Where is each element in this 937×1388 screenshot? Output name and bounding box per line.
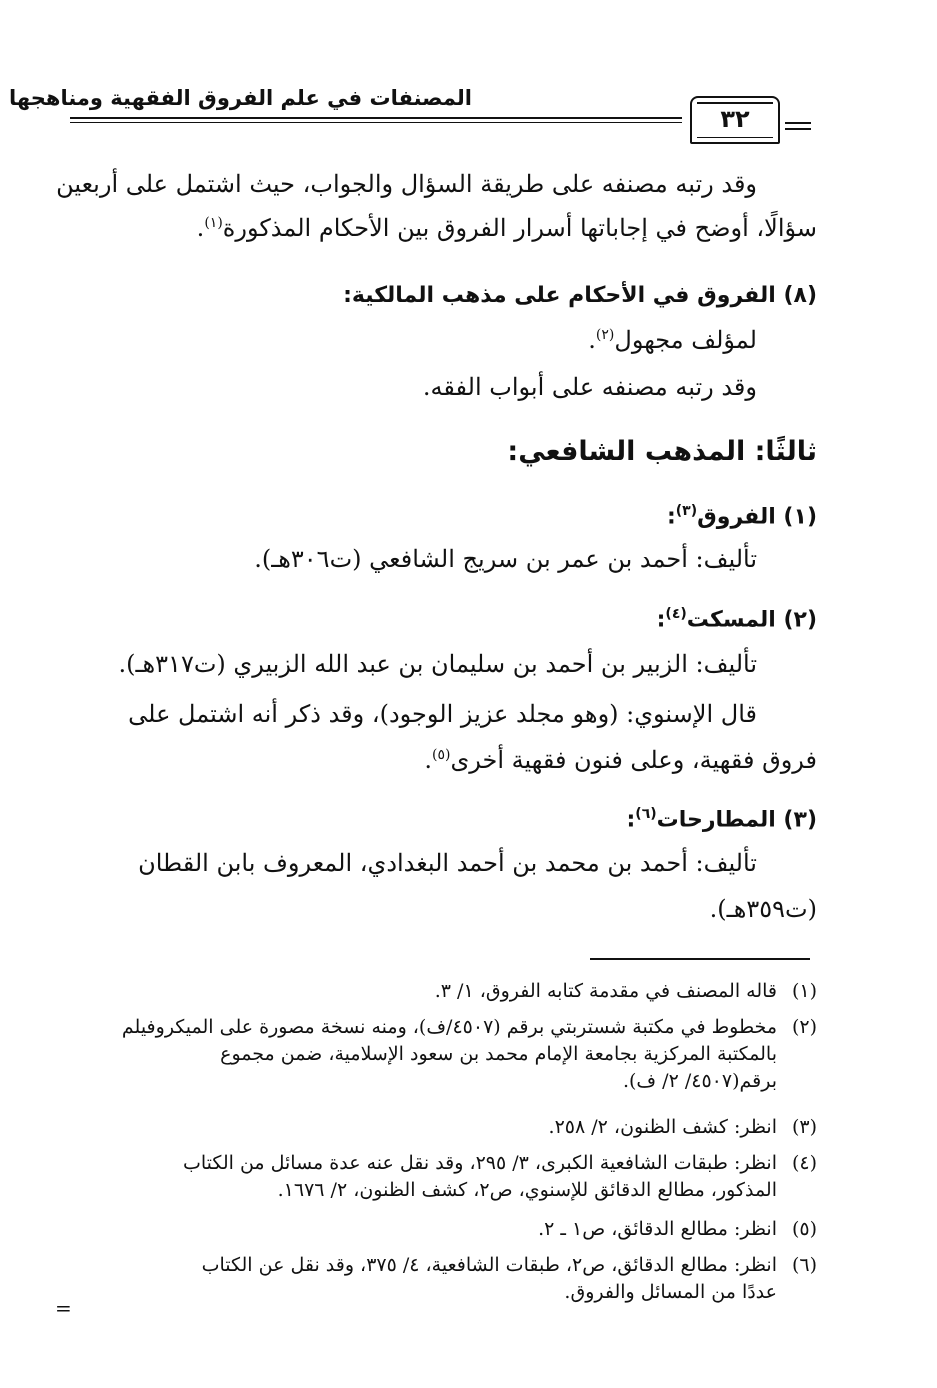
paragraph-line: فروق فقهية، وعلى فنون فقهية أخرى$^{(٥)}$. [424,746,817,774]
footnote-ref[interactable]: (٢) [595,327,615,343]
footnote: (٤)انظر: طبقات الشافعية الكبرى، ٣/ ٢٩٥، وقد نقل عنه عدة مسائل من الكتاب المذكور، مطالع الدقائق للإسنوي، ص٢، كشف الظنون، ٢/ ١٦٧٦. [182,1152,817,1201]
author-line: تأليف: أحمد بن محمد بن أحمد البغدادي، المعروف بابن القطان [138,849,757,877]
page-number-frame [690,96,780,144]
footnote: (١)قاله المصنف في مقدمة كتابه الفروق، ١/ ٣. [434,980,817,1002]
footnote-ref[interactable]: (٤) [665,606,687,622]
author-line: (ت٣٥٩هـ). [709,895,817,923]
item-heading: (٨) الفروق في الأحكام على مذهب المالكية: [343,283,817,308]
footnote: (٥)انظر: مطالع الدقائق، ص١ ـ ٢. [538,1218,817,1240]
note-line: وقد رتبه مصنفه على أبواب الفقه. [422,373,757,401]
item-heading: (٣) المطارحات$^{(٦)}$: [626,806,817,833]
header-ornament [785,122,811,134]
footnote: (٣)انظر: كشف الظنون، ٢/ ٢٥٨. [548,1116,817,1138]
page-number: ٣٢ [720,105,750,133]
author-line: لمؤلف مجهول$^{(٢)}$. [588,326,757,354]
continuation-mark: = [55,1296,72,1320]
item-heading: (١) الفروق$^{(٣)}$: [666,503,817,530]
author-line: تأليف: أحمد بن عمر بن سريج الشافعي (ت٣٠٦هـ). [254,545,757,573]
author-line: تأليف: الزبير بن أحمد بن سليمان بن عبد الله الزبيري (ت٣١٧هـ). [118,650,757,678]
footnote-ref[interactable]: (٦) [635,806,657,822]
footnote: (٢)مخطوط في مكتبة شستربتي برقم (٤٥٠٧/ف)، ومنه نسخة مصورة على الميكروفيلم بالمكتبة المركزية بجامعة الإمام محمد بن سعود الإسلامية، ضمن مجموع برقم(٤٥٠٧/ ٢/ ف). [121,1016,817,1092]
item-heading: (٢) المسكت$^{(٤)}$: [656,606,817,633]
paragraph-line: وقد رتبه مصنفه على طريقة السؤال والجواب، حيث اشتمل على أربعين [56,170,757,198]
footnote-ref[interactable]: (١) [204,215,223,231]
section-heading: ثالثًا: المذهب الشافعي: [507,436,817,467]
running-title: المصنفات في علم الفروق الفقهية ومناهجها [9,86,472,110]
paragraph-line: سؤالًا، أوضح في إجاباتها أسرار الفروق بين الأحكام المذكورة$^{(١)}$. [196,214,817,242]
paragraph-line: قال الإسنوي: (وهو مجلد عزيز الوجود)، وقد ذكر أنه اشتمل على [128,700,757,728]
footnote: (٦)انظر: مطالع الدقائق، ص٢، طبقات الشافعية، ٤/ ٣٧٥، وقد نقل عن الكتاب عددًا من المسائل والفروق. [201,1254,817,1303]
footnote-ref[interactable]: (٥) [432,747,451,763]
footnote-separator [590,958,810,960]
header-rule [70,117,682,125]
footnote-ref[interactable]: (٣) [675,503,698,519]
